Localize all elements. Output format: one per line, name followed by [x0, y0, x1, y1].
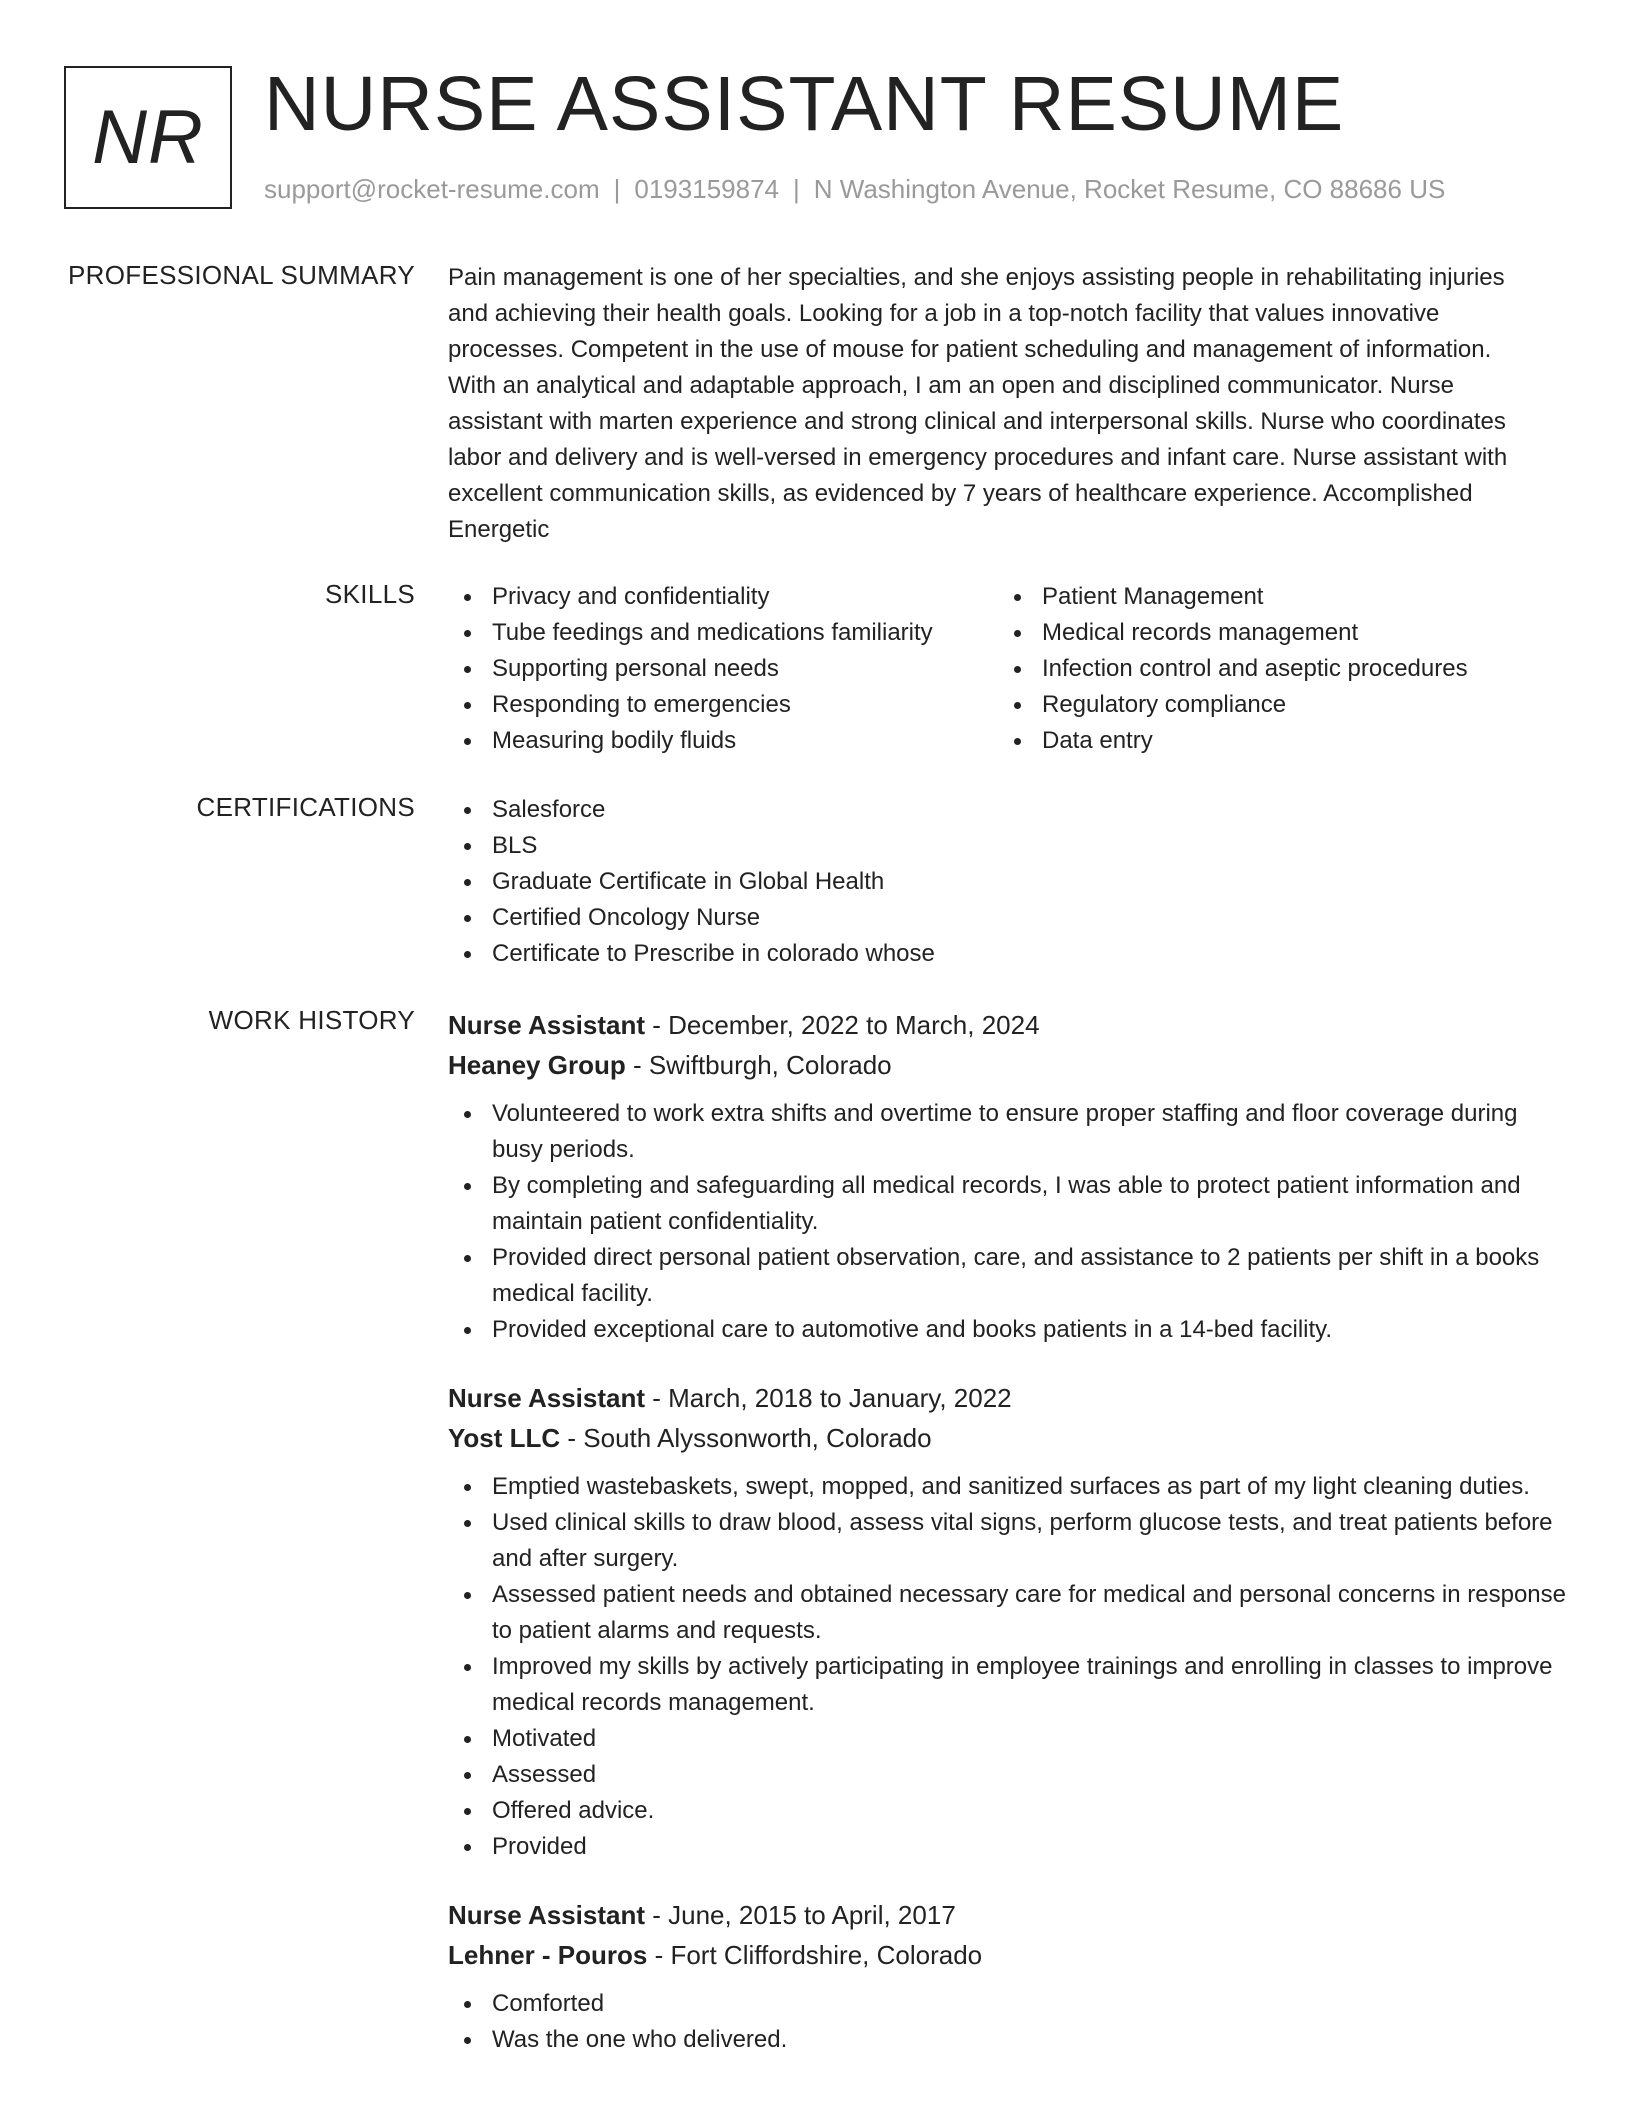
job-duty: Improved my skills by actively participating in employee trainings and enrolling in classes to improve medical records management. — [448, 1649, 1568, 1721]
summary-line: excellent communication skills, as evidenced by 7 years of healthcare experience. Accomplished — [448, 480, 1473, 507]
skill-item: Responding to emergencies — [448, 687, 998, 723]
certification-item: Salesforce — [448, 792, 1568, 828]
job-dash: - — [560, 1423, 584, 1453]
summary-line: Energetic — [448, 516, 550, 543]
certification-item: Certificate to Prescribe in colorado whose — [448, 936, 1568, 972]
contact-line — [264, 174, 1445, 205]
job-duty: Assessed — [448, 1757, 1568, 1793]
skill-item: Patient Management — [998, 579, 1548, 615]
certifications-heading: CERTIFICATIONS — [196, 792, 415, 822]
skill-item: Infection control and aseptic procedures — [998, 651, 1548, 687]
job-title-line — [448, 1378, 1568, 1418]
job-entry — [448, 1378, 1568, 1865]
job-title-line — [448, 1005, 1568, 1045]
job-dash: - — [645, 1383, 669, 1413]
job-company-line — [448, 1935, 1568, 1975]
job-duty: Provided exceptional care to automotive and books patients in a 14-bed facility. — [448, 1312, 1568, 1348]
job-duties — [448, 1469, 1568, 1865]
summary-line: processes. Competent in the use of mouse for patient scheduling and management of information. — [448, 336, 1492, 363]
job-duty: Offered advice. — [448, 1793, 1568, 1829]
job-duty: Was the one who delivered. — [448, 2022, 1568, 2058]
job-dash: - — [645, 1900, 669, 1930]
job-duty: Comforted — [448, 1986, 1568, 2022]
job-company: Lehner - Pouros — [448, 1940, 648, 1970]
job-company: Yost LLC — [448, 1423, 561, 1453]
job-entry — [448, 1895, 1568, 2058]
summary-line: labor and delivery and is well-versed in emergency procedures and infant care. Nurse assistant with — [448, 444, 1508, 471]
skill-item: Measuring bodily fluids — [448, 723, 998, 759]
certification-item: BLS — [448, 828, 1568, 864]
skill-item: Tube feedings and medications familiarity — [448, 615, 998, 651]
job-dash: - — [645, 1010, 669, 1040]
job-duty: Used clinical skills to draw blood, assess vital signs, perform glucose tests, and treat patients before and after surgery. — [448, 1505, 1568, 1577]
summary-text — [448, 260, 1568, 548]
job-entry — [448, 1005, 1568, 1348]
contact-separator: | — [613, 174, 621, 204]
job-duty: Motivated — [448, 1721, 1568, 1757]
contact-email[interactable]: support@rocket-resume.com — [264, 174, 600, 204]
work-history-heading: WORK HISTORY — [208, 1005, 415, 1035]
skill-item: Data entry — [998, 723, 1548, 759]
job-company-line — [448, 1045, 1568, 1085]
skills-column-right — [998, 579, 1548, 759]
job-title: Nurse Assistant — [448, 1900, 645, 1930]
job-duties — [448, 1986, 1568, 2058]
job-title: Nurse Assistant — [448, 1010, 645, 1040]
job-location: Fort Cliffordshire, Colorado — [670, 1940, 983, 1970]
skill-item: Regulatory compliance — [998, 687, 1548, 723]
skill-item: Medical records management — [998, 615, 1548, 651]
job-duty: Provided direct personal patient observation, care, and assistance to 2 patients per shift in a books medical facility. — [448, 1240, 1568, 1312]
contact-phone[interactable]: 0193159874 — [634, 174, 779, 204]
certification-item: Graduate Certificate in Global Health — [448, 864, 1568, 900]
job-company-line — [448, 1418, 1568, 1458]
job-duty: Provided — [448, 1829, 1568, 1865]
job-company: Heaney Group — [448, 1050, 626, 1080]
work-history-body — [448, 1005, 1568, 2058]
job-dates: March, 2018 to January, 2022 — [668, 1383, 1012, 1413]
job-dash: - — [647, 1940, 671, 1970]
summary-line: With an analytical and adaptable approach, I am an open and disciplined communicator. Nurse — [448, 372, 1454, 399]
job-duties — [448, 1096, 1568, 1348]
skills-list — [448, 579, 1568, 759]
job-title-line — [448, 1895, 1568, 1935]
skills-heading: SKILLS — [325, 579, 415, 609]
job-location: South Alyssonworth, Colorado — [583, 1423, 932, 1453]
skill-item: Supporting personal needs — [448, 651, 998, 687]
monogram-logo: NR — [64, 66, 232, 209]
job-title: Nurse Assistant — [448, 1383, 645, 1413]
resume-header — [64, 61, 1584, 216]
contact-separator: | — [793, 174, 800, 204]
summary-line: Pain management is one of her specialties, and she enjoys assisting people in rehabilitating injuries — [448, 264, 1505, 291]
job-dates: June, 2015 to April, 2017 — [668, 1900, 956, 1930]
skill-item: Privacy and confidentiality — [448, 579, 998, 615]
job-duty: Volunteered to work extra shifts and overtime to ensure proper staffing and floor coverage during busy periods. — [448, 1096, 1568, 1168]
contact-address: N Washington Avenue, Rocket Resume, CO 88686 US — [813, 174, 1446, 204]
skills-column-left — [448, 579, 998, 759]
certification-item: Certified Oncology Nurse — [448, 900, 1568, 936]
job-duty: Emptied wastebaskets, swept, mopped, and sanitized surfaces as part of my light cleaning duties. — [448, 1469, 1568, 1505]
job-dash: - — [625, 1050, 649, 1080]
job-location: Swiftburgh, Colorado — [648, 1050, 892, 1080]
job-dates: December, 2022 to March, 2024 — [668, 1010, 1040, 1040]
resume-title: NURSE ASSISTANT RESUME — [264, 61, 1345, 147]
summary-line: and achieving their health goals. Looking for a job in a top-notch facility that values innovative — [448, 300, 1440, 327]
summary-line: assistant with marten experience and strong clinical and interpersonal skills. Nurse who coordinates — [448, 408, 1506, 435]
summary-heading: PROFESSIONAL SUMMARY — [68, 260, 415, 290]
job-duty: By completing and safeguarding all medical records, I was able to protect patient information and maintain patient confidentiality. — [448, 1168, 1568, 1240]
job-duty: Assessed patient needs and obtained necessary care for medical and personal concerns in response to patient alarms and requests. — [448, 1577, 1568, 1649]
certifications-list — [448, 792, 1568, 972]
certifications-body — [448, 792, 1568, 972]
